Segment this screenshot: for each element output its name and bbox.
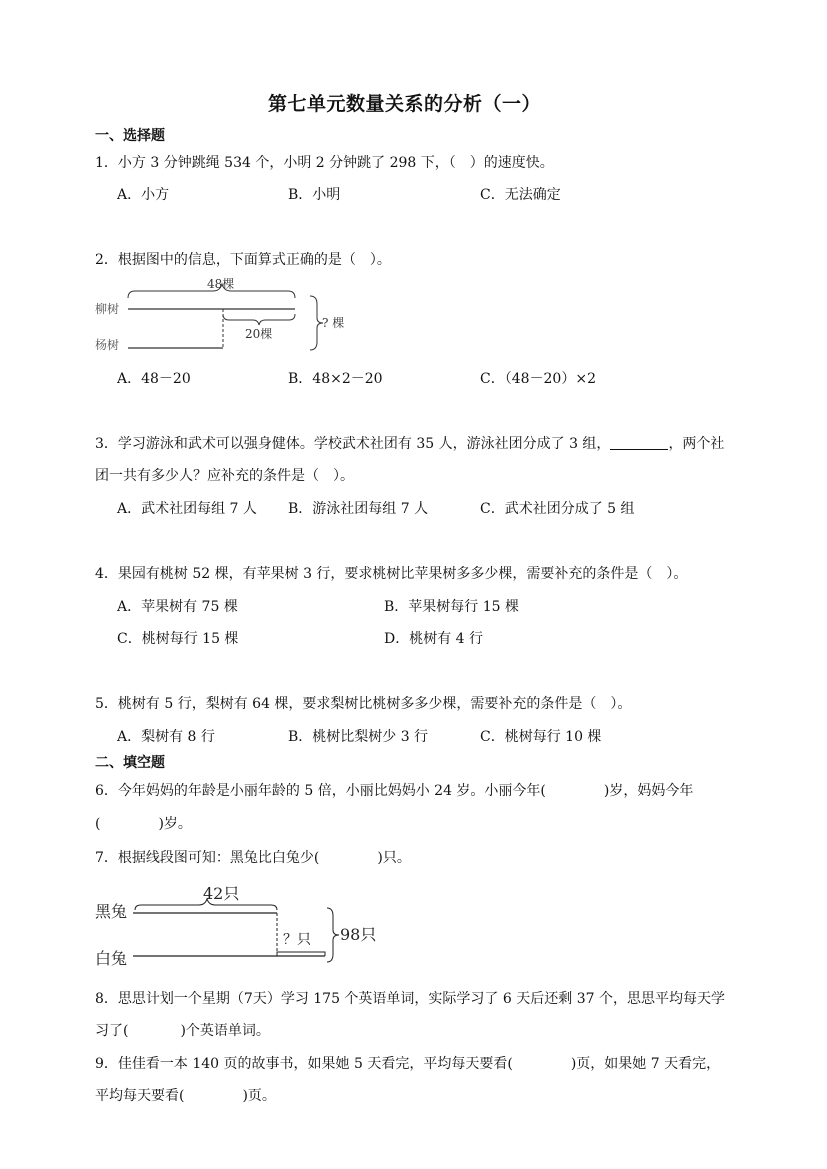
- question-9-line2: [95, 1085, 276, 1105]
- question-2-line-diagram: [95, 276, 365, 358]
- question-6-text-b: )岁，妈妈今年: [603, 783, 694, 799]
- q7-total-brace: [327, 908, 339, 962]
- q2-part-label: 20棵: [245, 327, 273, 341]
- question-5-stem: 5．桃树有 5 行，梨树有 64 棵，要求梨树比桃树多多少棵，需要补充的条件是（ ）。: [95, 696, 632, 712]
- question-4-option-c[interactable]: C．桃树每行 15 棵: [117, 631, 239, 647]
- question-1-option-b[interactable]: B．小明: [288, 187, 341, 203]
- section-heading-choice: 一、选择题: [95, 128, 165, 144]
- question-4-option-b[interactable]: B．苹果树每行 15 棵: [384, 599, 520, 615]
- question-8-text-a: 习了(: [95, 1023, 129, 1039]
- question-7-stem: [95, 847, 411, 867]
- q2-top-label: 48棵: [207, 277, 235, 291]
- q7-row1-label: 黑兔: [95, 902, 128, 921]
- question-3-blank[interactable]: [610, 435, 668, 450]
- question-2-stem: 2．根据图中的信息，下面算式正确的是（ ）。: [95, 252, 391, 268]
- question-9-text-a: 9．佳佳看一本 140 页的故事书，如果她 5 天看完，平均每天要看(: [95, 1056, 513, 1072]
- question-4-stem: 4．果园有桃树 52 棵，有苹果树 3 行，要求桃树比苹果树多多少棵，需要补充的条件是（ ）。: [95, 566, 688, 582]
- q7-total-label: 98只: [340, 925, 377, 944]
- question-9-text-c: 平均每天要看(: [95, 1088, 185, 1104]
- section-heading-fill: 二、填空题: [95, 755, 165, 771]
- question-5-option-b[interactable]: B．桃树比梨树少 3 行: [288, 729, 429, 745]
- question-6-line1: [95, 780, 693, 800]
- question-2-option-b[interactable]: B．48×2－20: [288, 371, 383, 387]
- question-3-stem-line1: [95, 433, 724, 453]
- question-5-option-c[interactable]: C．桃树每行 10 棵: [480, 729, 602, 745]
- q2-row1-label: 柳树: [95, 302, 120, 316]
- question-4-option-d[interactable]: D．桃树有 4 行: [384, 631, 484, 647]
- question-9-text-b: )页，如果她 7 天看完，: [570, 1056, 721, 1072]
- question-5-option-a[interactable]: A．梨树有 8 行: [117, 729, 215, 745]
- question-3-stem-part-b: ，两个社: [668, 436, 725, 452]
- question-9-line1: [95, 1053, 720, 1073]
- question-6-line2: [95, 813, 192, 833]
- page-title: 第七单元数量关系的分析（一）: [268, 93, 542, 115]
- question-7-text-a: 7．根据线段图可知：黑兔比白兔少(: [95, 850, 320, 866]
- question-8-text-b: )个英语单词。: [180, 1023, 270, 1039]
- question-1-stem: 1．小方 3 分钟跳绳 534 个，小明 2 分钟跳了 298 下，（ ）的速度快。: [95, 155, 554, 171]
- question-2-option-a[interactable]: A．48－20: [117, 371, 191, 387]
- question-7-line-diagram: [95, 878, 385, 970]
- question-4-option-a[interactable]: A．苹果树有 75 棵: [117, 599, 238, 615]
- q7-row2-label: 白兔: [95, 949, 128, 968]
- question-6-text-d: )岁。: [158, 816, 192, 832]
- question-1-option-a[interactable]: A．小方: [117, 187, 170, 203]
- question-3-stem-part-a: 3．学习游泳和武术可以强身健体。学校武术社团有 35 人，游泳社团分成了 3 组，: [95, 436, 611, 452]
- question-3-stem-line2: 团一共有多少人？应补充的条件是（ ）。: [95, 468, 354, 484]
- question-1-option-c[interactable]: C．无法确定: [480, 187, 561, 203]
- q7-top-label: 42只: [203, 884, 240, 903]
- q7-part-label: ？只: [283, 932, 311, 948]
- question-2-option-c[interactable]: C．（48－20）×2: [480, 371, 596, 387]
- question-9-text-d: )页。: [242, 1088, 276, 1104]
- question-8-line2: [95, 1020, 270, 1040]
- q2-part-brace: [223, 314, 295, 325]
- q2-row2-label: 杨树: [95, 338, 120, 352]
- question-3-option-b[interactable]: B．游泳社团每组 7 人: [288, 501, 429, 517]
- question-3-option-a[interactable]: A．武术社团每组 7 人: [117, 501, 257, 517]
- question-3-option-c[interactable]: C．武术社团分成了 5 组: [480, 501, 635, 517]
- question-8-line1: 8．思思计划一个星期（7天）学习 175 个英语单词，实际学习了 6 天后还剩 37 个，思思平均每天学: [95, 991, 725, 1007]
- q7-top-brace: [135, 899, 277, 910]
- question-6-text-a: 6．今年妈妈的年龄是小丽年龄的 5 倍，小丽比妈妈小 24 岁。小丽今年(: [95, 783, 546, 799]
- q2-total-label: ? 棵: [322, 316, 345, 330]
- question-7-text-b: )只。: [377, 850, 411, 866]
- question-6-text-c: (: [95, 816, 101, 832]
